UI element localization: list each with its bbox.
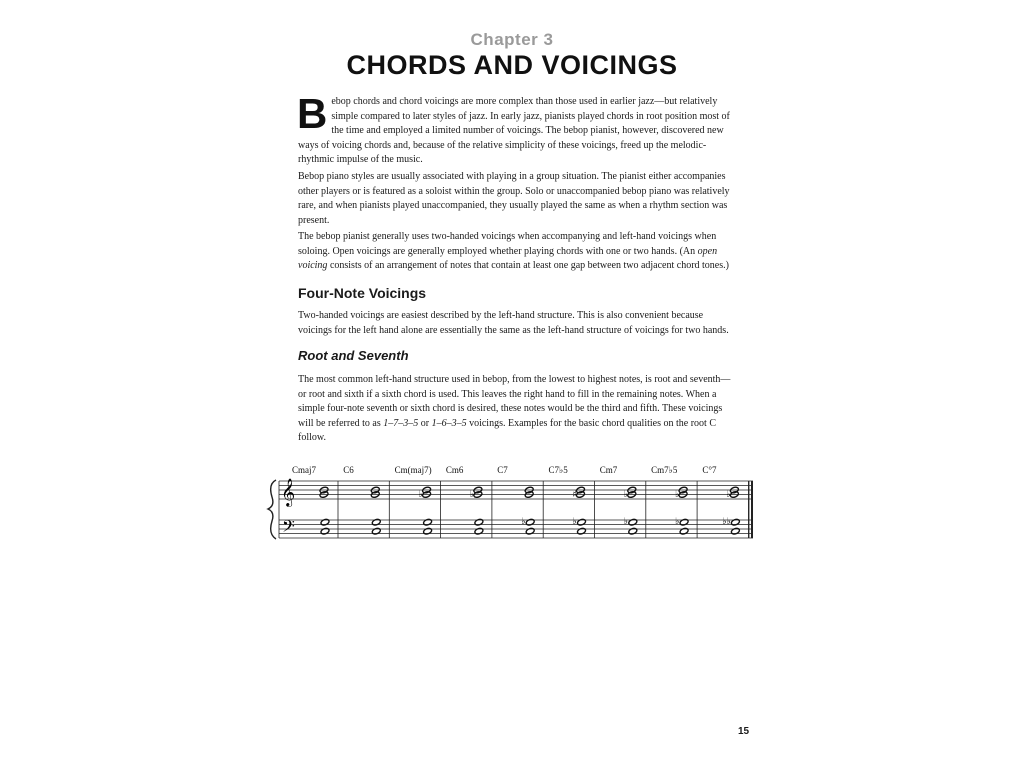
bass-accidental: ♭: [521, 517, 526, 527]
bass-notehead: [371, 518, 381, 526]
bass-notehead: [474, 527, 484, 535]
bass-notehead: [423, 527, 433, 535]
section-heading: Four-Note Voicings: [298, 285, 427, 301]
chapter-title: CHORDS AND VOICINGS: [346, 50, 678, 80]
chord-symbol: Cm6: [445, 465, 464, 475]
bass-notehead: [525, 527, 535, 535]
bass-notehead: [525, 518, 535, 526]
paragraph-5-or: or: [418, 417, 432, 429]
paragraph-5-start: The most common left-hand structure used in bebop, from the lowest to highest notes, is root and seventh—or root and sixth if a sixth chord is used. This leaves the right hand to fill in the remaining notes. When a simple four-note seventh or sixth chord is desired, these notes would be the third and fifth. These voicings will be referred to as: [298, 374, 731, 429]
bass-notehead: [371, 527, 381, 535]
intro-text: ebop chords and chord voicings are more complex than those used in earlier jazz—but relatively simple compared to later styles of jazz. In early jazz, pianists played chords in root position most of the time and employed a limited number of voicings. The bebop pianist, however, discovered new ways of voicing chords and, because of the relative simplicity of these voicings, freed up the melodic-rhythmic impulse of the music.: [298, 96, 730, 166]
treble-accidental: ♯: [572, 490, 577, 500]
chord-symbol: C°7: [702, 465, 717, 475]
chapter-label: Chapter 3: [470, 30, 554, 49]
paragraph-2: Bebop piano styles are usually associated with playing in a group situation. The pianist either accompanies other players or is featured as a soloist within the group. Solo or unaccompanied bebop piano was relatively rare, and when pianists played unaccompanied, they usually played the same as when a rhythm section was present.: [298, 171, 730, 226]
paragraph-5-end: voicings. Examples for the basic chord qualities on the root C follow.: [298, 417, 716, 444]
treble-accidental: ♭: [623, 490, 629, 500]
bass-notehead: [679, 527, 689, 535]
paragraph-3-end: consists of an arrangement of notes that contain at least one gap between two adjacent chord tones.): [327, 260, 729, 272]
bass-notehead: [731, 518, 741, 526]
bass-notehead: [423, 518, 433, 526]
treble-accidental: ♭: [418, 490, 423, 500]
bass-accidental: ♭: [675, 517, 680, 527]
bass-notehead: [577, 527, 587, 535]
open-voicing-term: open voicing: [298, 245, 718, 272]
bass-notehead: [320, 518, 330, 526]
chord-symbol: C6: [343, 465, 354, 475]
chord-symbol: C7: [497, 465, 508, 475]
bass-notehead: [474, 518, 484, 526]
chord-symbol: Cm7: [599, 465, 618, 475]
chord-symbol: Cmaj7: [292, 465, 316, 475]
bass-notehead: [577, 518, 587, 526]
bass-accidental: ♭♭: [722, 517, 731, 527]
treble-accidental: ♭: [675, 490, 680, 500]
bass-notehead: [628, 527, 638, 535]
bass-notehead: [320, 527, 330, 535]
bass-notehead: [679, 518, 689, 526]
bass-accidental: ♭: [572, 517, 577, 527]
treble-accidental: ♭: [726, 490, 731, 500]
bass-notehead: [731, 527, 741, 535]
paragraph-4: Two-handed voicings are easiest described by the left-hand structure. This is also convenient because voicings for the left hand alone are essentially the same as the left-hand structure of voicings for two hands.: [298, 310, 729, 336]
chord-symbol: C7♭5: [548, 465, 568, 475]
formula-1: 1–7–3–5: [383, 417, 419, 429]
page-number: 15: [738, 726, 750, 737]
paragraph-3-start: The bebop pianist generally uses two-handed voicings when accompanying and left-hand voicings when soloing. Open voicings are generally employed whether playing chords with one or two hands. (An: [298, 231, 717, 257]
subsection-heading: Root and Seventh: [298, 348, 409, 363]
formula-2: 1–6–3–5: [431, 417, 467, 429]
chord-symbol: Cm7♭5: [651, 465, 678, 475]
treble-clef: 𝄞: [281, 478, 296, 506]
bass-clef: 𝄢: [282, 516, 295, 540]
bass-accidental: ♭: [623, 517, 629, 527]
drop-cap: B: [297, 90, 328, 137]
chord-symbol: Cm(maj7): [394, 465, 432, 475]
treble-accidental: ♭: [469, 490, 475, 500]
bass-notehead: [628, 518, 638, 526]
system-brace: [268, 480, 276, 539]
